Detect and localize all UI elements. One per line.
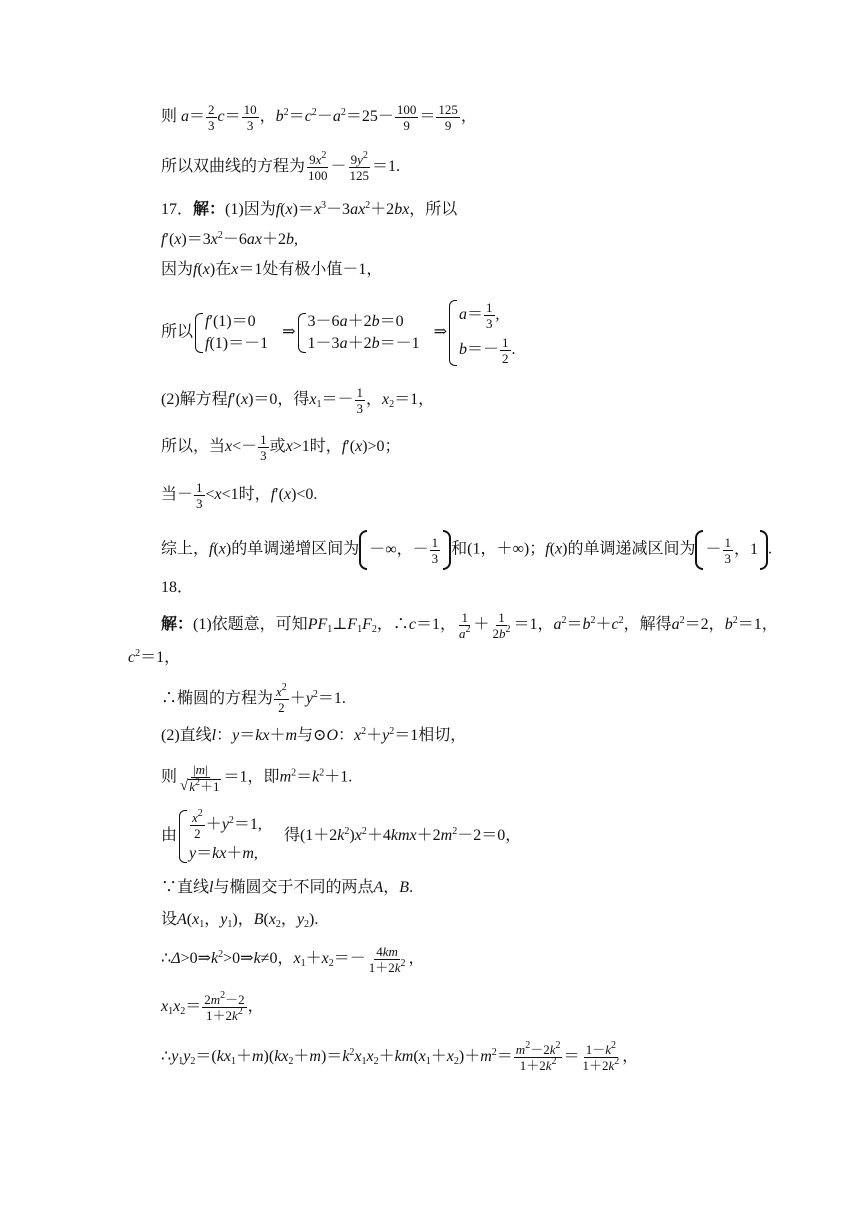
fraction: $\frac{9y^2}{125}$ xyxy=(349,150,370,183)
fraction: $\frac{2m^2-2}{1+2k^2}$ xyxy=(204,990,245,1023)
line-c-squared: $c^2=1$， xyxy=(128,648,181,666)
equation-system: 3－6a＋2b＝0 1－3a＋2b＝－1 xyxy=(298,313,420,353)
line-monotonic-intervals: 综上，f(x)的单调递增区间为 －∞，－ $\frac{1}{3}$ 和(1，＋∞)；f(x)的单调递减区间为 － $\frac{1}{3}$ ，1 . xyxy=(161,530,772,570)
line-derivative: $f'(x)=3x^2-6ax+2b$, xyxy=(161,230,298,248)
fraction: $\frac{9x^2}{100}$ xyxy=(308,150,328,183)
line-discriminant: $\therefore\Delta>0\Rightarrow k^2>0\Rightarrow k\ne 0$，$x_1+x_2=-$ $\frac{4km}{1+2k^2}$ ， xyxy=(161,944,425,975)
line-increasing: 所以，当x<－ $\frac{1}{3}$ 或x>1时，f′(x)>0； xyxy=(161,432,401,463)
line-product: $x_1x_2=$ $\frac{2m^2-2}{1+2k^2}$ ， xyxy=(161,990,264,1023)
fraction: $\frac{125}{9}$ xyxy=(438,102,458,133)
line-ellipse-equation: ∴椭圆的方程为 $\frac{x^2}{2}$ $+y^2=1$. xyxy=(161,682,346,715)
line-distance: 则 |m| √ $k^2+1$ ＝1，即$m^2=k^2+1$. xyxy=(161,762,353,794)
fraction: $\frac{10}{3}$ xyxy=(243,102,257,133)
line-a-value: 则 a＝ $\frac{2}{3}$ c＝ $\frac{10}{3}$ ，$b^2=c^2-a^2=25-$ $\frac{100}{9}$ ＝ $\frac{125}{9}$ ， xyxy=(161,102,477,133)
equation-system: f′(1)＝0 f(1)＝－1 xyxy=(195,313,268,353)
fraction: $\frac{1}{3}$ xyxy=(196,480,203,511)
fraction: $\frac{1-k^2}{1+2k^2}$ xyxy=(582,1040,620,1073)
fraction: $\frac{1}{3}$ xyxy=(260,432,267,463)
equation-system: a＝ $\frac{1}{3}$ , b＝－ $\frac{1}{2}$ . xyxy=(449,300,516,366)
equation-system: $\frac{x^2}{2}$ $+y^2=1$, y＝kx＋m, xyxy=(179,810,262,863)
line-decreasing: 当－ $\frac{1}{3}$ <x<1时，f′(x)<0. xyxy=(161,480,318,511)
line-system-ab: 所以 f′(1)＝0 f(1)＝－1 ⇒ 3－6a＋2b＝0 1－3a＋2b＝－1 ⇒ a＝ $\frac{1}{3}$ , b＝－ $\frac{1}{2}$ . xyxy=(161,300,516,366)
fraction: $\frac{x^2}{2}$ xyxy=(276,682,287,715)
line-17-heading: 17．解：(1)因为$f(x)=x^3-3ax^2+2bx$，所以 xyxy=(161,200,458,218)
fraction: $\frac{1}{a^2}$ xyxy=(458,610,471,641)
line-y-product: $\therefore y_1y_2=(kx_1+m)(kx_2+m)=k^2x_1x_2+km(x_1+x_2)+m^2=$ $\frac{m^2-2k^2}{1+2k^2}$ ＝ $\frac{1-k^2}{1+2k^2}$ ， xyxy=(161,1040,639,1073)
fraction: $\frac{2}{3}$ xyxy=(208,102,215,133)
fraction: |m| √ $k^2+1$ xyxy=(180,762,220,794)
fraction: $\frac{1}{3}$ xyxy=(356,385,364,416)
fraction: $\frac{1}{2b^2}$ xyxy=(492,610,511,641)
line-minimum: 因为f(x)在x＝1处有极小值－1， xyxy=(161,261,383,278)
line-substitution: 由 $\frac{x^2}{2}$ $+y^2=1$, y＝kx＋m, 得$(1+2k^2)x^2+4kmx+2m^2-2=0$， xyxy=(161,808,522,862)
fraction: $\frac{100}{9}$ xyxy=(396,102,417,133)
line-ellipse-conditions: 解：(1)依题意，可知$PF_1\perp F_1F_2$，∴c＝1， $\frac{1}{a^2}$ ＋ $\frac{1}{2b^2}$ ＝1，$a^2=b^2+c^2$，解得$a^2=2$，$b^2=1$， xyxy=(161,610,778,641)
line-intersection: ∵直线l与椭圆交于不同的两点A，B. xyxy=(161,879,414,896)
line-hyperbola-equation: 所以双曲线的方程为 $\frac{9x^2}{100}$ － $\frac{9y^2}{125}$ ＝1. xyxy=(161,150,401,183)
line-roots: (2)解方程f′(x)＝0，得$x_1=-$ $\frac{1}{3}$ ，$x_2=1$， xyxy=(161,385,435,416)
fraction: $\frac{4km}{1+2k^2}$ xyxy=(368,944,406,975)
line-18-heading: 18． xyxy=(161,579,194,596)
line-points: 设$A(x_1$，$y_1$)，$B(x_2$，$y_2$). xyxy=(161,911,319,930)
fraction: $\frac{m^2-2k^2}{1+2k^2}$ xyxy=(515,1040,561,1073)
line-tangent: (2)直线l：y＝kx＋m与⊙O：$x^2+y^2=1$相切， xyxy=(161,726,467,744)
